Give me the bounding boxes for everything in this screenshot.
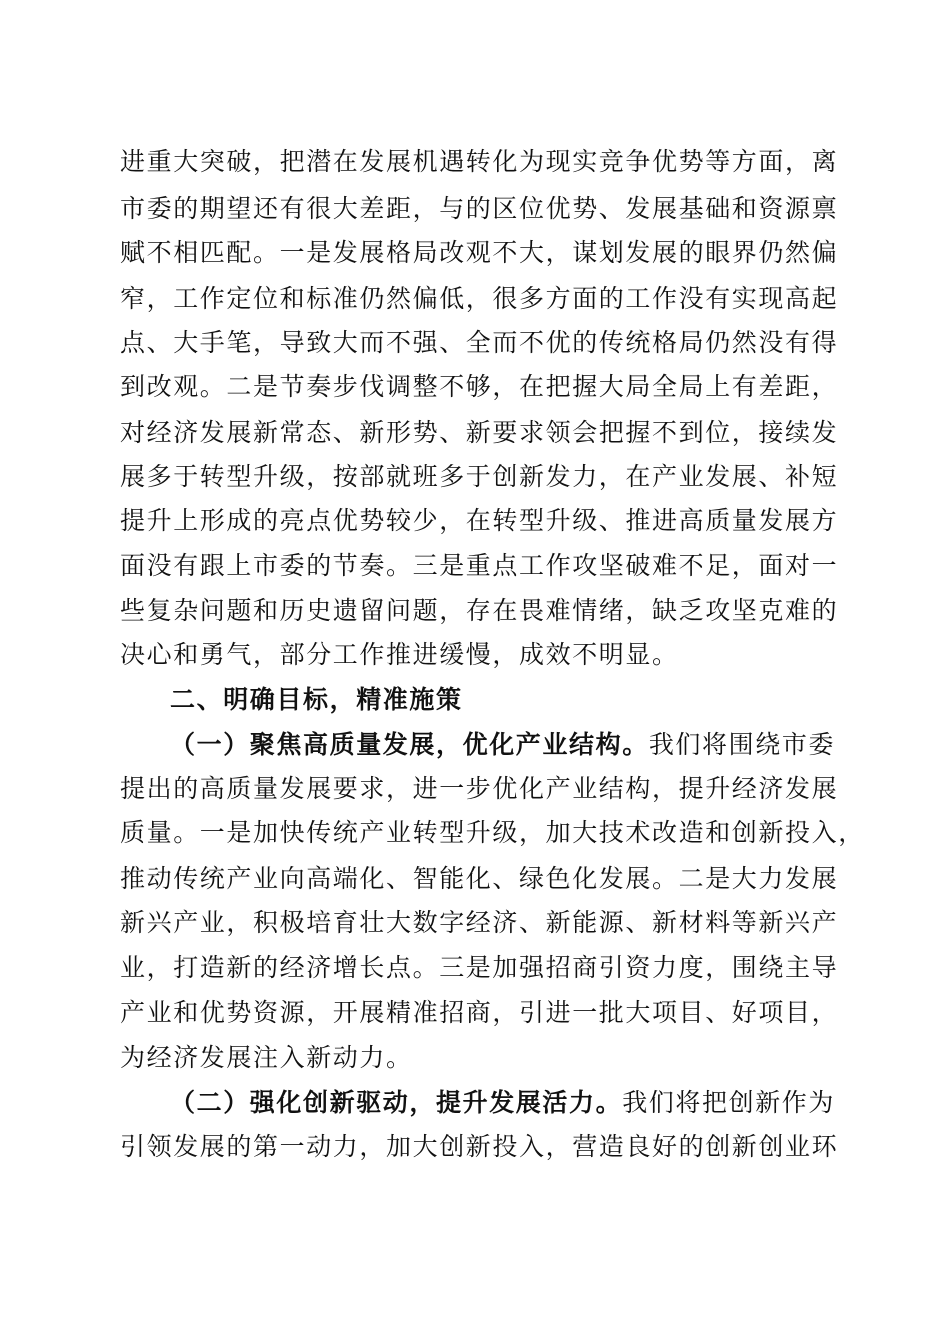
section-heading: 二、明确目标，精准施策 <box>170 685 463 714</box>
paragraph-line: 引领发展的第一动力，加大创新投入，营造良好的创新创业环 <box>120 1132 839 1161</box>
paragraph-line: 决心和勇气，部分工作推进缓慢，成效不明显。 <box>120 640 679 669</box>
paragraph-line: 对经济发展新常态、新形势、新要求领会把握不到位，接续发 <box>120 418 839 447</box>
paragraph-line: 点、大手笔，导致大而不强、全而不优的传统格局仍然没有得 <box>120 328 839 357</box>
paragraph-line: 推动传统产业向高端化、智能化、绿色化发展。二是大力发展 <box>120 864 839 893</box>
subsection-first-line <box>170 727 835 763</box>
paragraph-line: 面没有跟上市委的节奏。三是重点工作攻坚破难不足，面对一 <box>120 551 839 580</box>
subsection-first-line <box>170 1085 835 1121</box>
paragraph-line: 赋不相匹配。一是发展格局改观不大，谋划发展的眼界仍然偏 <box>120 238 839 267</box>
paragraph-line: 质量。一是加快传统产业转型升级，加大技术改造和创新投入， <box>120 818 865 847</box>
subsection-heading: （二）强化创新驱动，提升发展活力。 <box>170 1088 623 1117</box>
subsection-text: 我们将围绕市委 <box>648 730 836 759</box>
subsection-heading: （一）聚焦高质量发展，优化产业结构。 <box>170 730 649 759</box>
paragraph-line: 产业和优势资源，开展精准招商，引进一批大项目、好项目， <box>120 998 839 1027</box>
paragraph-line: 进重大突破，把潜在发展机遇转化为现实竞争优势等方面，离 <box>120 147 839 176</box>
paragraph-line: 到改观。二是节奏步伐调整不够，在把握大局全局上有差距， <box>120 372 839 401</box>
paragraph-line: 新兴产业，积极培育壮大数字经济、新能源、新材料等新兴产 <box>120 908 839 937</box>
paragraph-line: 市委的期望还有很大差距，与的区位优势、发展基础和资源禀 <box>120 194 839 223</box>
paragraph-line: 提升上形成的亮点优势较少，在转型升级、推进高质量发展方 <box>120 506 839 535</box>
paragraph-line: 些复杂问题和历史遗留问题，存在畏难情绪，缺乏攻坚克难的 <box>120 596 839 625</box>
paragraph-line: 提出的高质量发展要求，进一步优化产业结构，提升经济发展 <box>120 774 839 803</box>
paragraph-line: 窄，工作定位和标准仍然偏低，很多方面的工作没有实现高起 <box>120 284 839 313</box>
paragraph-line: 展多于转型升级，按部就班多于创新发力，在产业发展、补短 <box>120 462 839 491</box>
subsection-text: 我们将把创新作为 <box>622 1088 836 1117</box>
paragraph-line: 业，打造新的经济增长点。三是加强招商引资力度，围绕主导 <box>120 953 839 982</box>
paragraph-line: 为经济发展注入新动力。 <box>120 1043 413 1072</box>
